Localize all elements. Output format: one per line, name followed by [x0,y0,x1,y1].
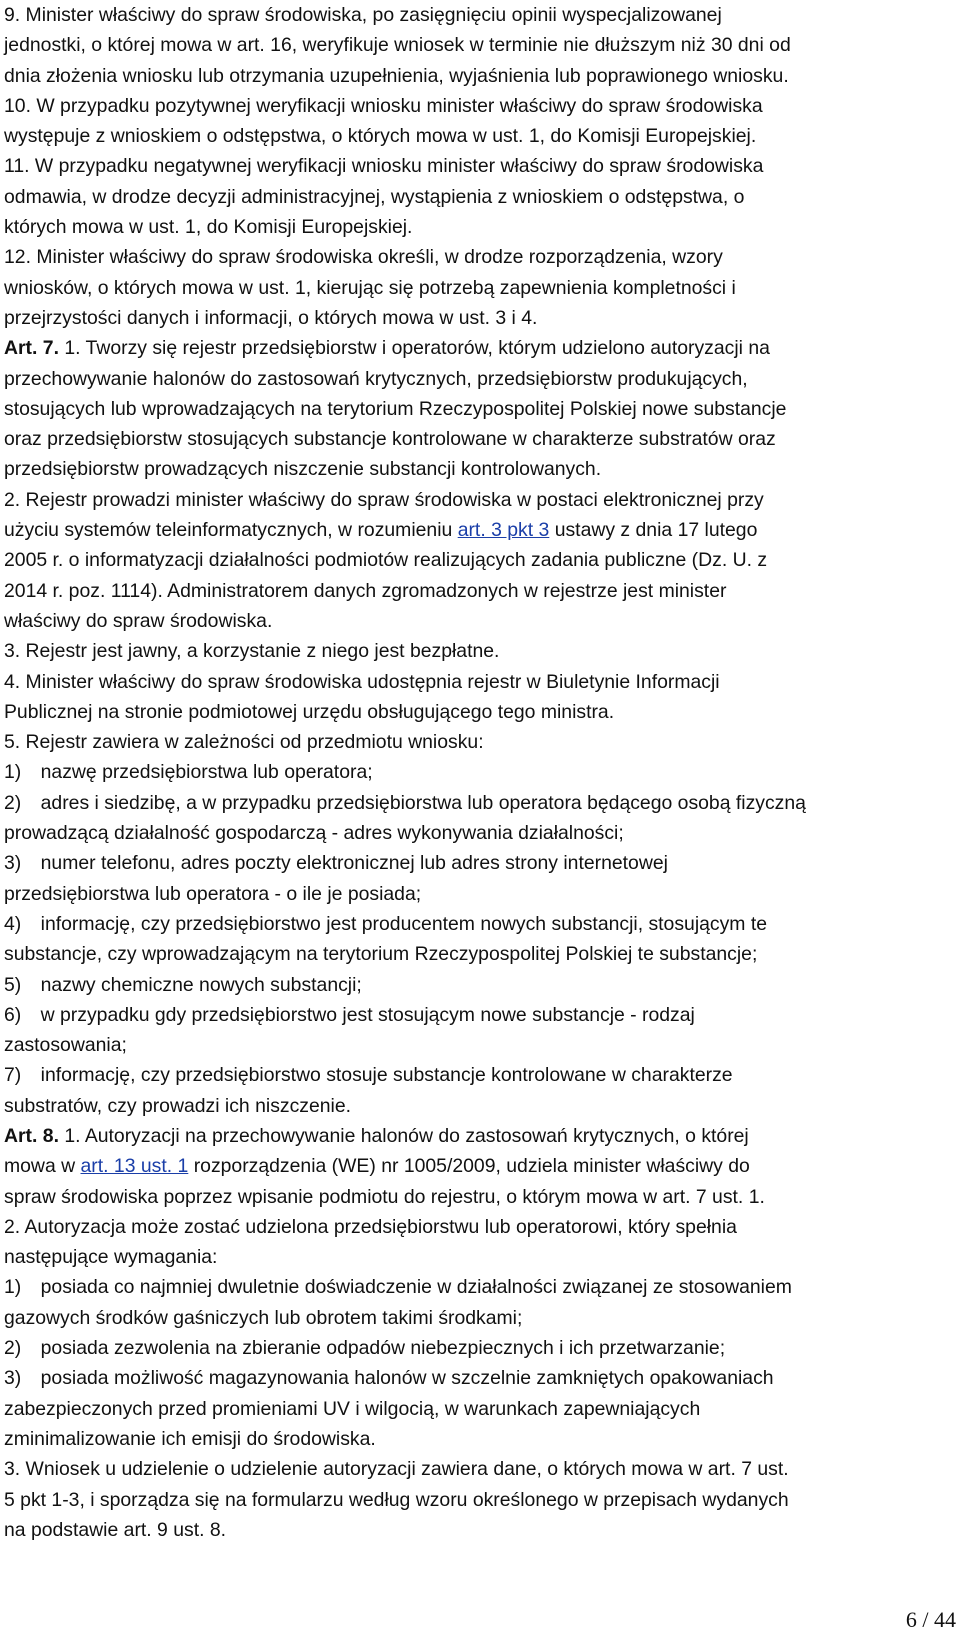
text-line: 11. W przypadku negatywnej weryfikacji wniosku minister właściwy do spraw środowiska [4,155,764,178]
text-line: występuje z wnioskiem o odstępstwa, o których mowa w ust. 1, do Komisji Europejskiej. [4,125,757,148]
text-line: odmawia, w drodze decyzji administracyjnej, wystąpienia z wnioskiem o odstępstwa, o [4,185,745,208]
paragraph [4,636,954,666]
text-line: zminimalizowanie ich emisji do środowiska. [4,1427,376,1450]
text-line: przedsiębiorstwa lub operatora - o ile je posiada; [4,882,422,905]
text-line: przechowywanie halonów do zastosowań krytycznych, przedsiębiorstw produkujących, [4,367,748,390]
text-line: właściwy do spraw środowiska. [4,609,273,632]
text-line: 9. Minister właściwy do spraw środowiska, po zasięgnięciu opinii wyspecjalizowanej [4,4,722,26]
text-segment: 1. Autoryzacji na przechowywanie halonów do zastosowań krytycznych, o której [58,1124,749,1147]
text-line: stosujących lub wprowadzających na terytorium Rzeczypospolitej Polskiej nowe substancje [4,397,787,420]
text-line: 6) w przypadku gdy przedsiębiorstwo jest stosującym nowe substancje - rodzaj [4,1003,695,1026]
text-line: oraz przedsiębiorstw stosujących substancje kontrolowane w charakterze substratów oraz [4,428,776,451]
text-line: na podstawie art. 9 ust. 8. [4,1518,227,1541]
article-label: Art. 8. [4,1124,59,1147]
text-line: 5. Rejestr zawiera w zależności od przedmiotu wniosku: [4,731,484,754]
text-line: 2) posiada zezwolenia na zbieranie odpadów niebezpiecznych i ich przetwarzanie; [4,1337,726,1360]
paragraph [4,1121,954,1212]
text-line: 5) nazwy chemiczne nowych substancji; [4,973,362,996]
paragraph [4,727,954,1121]
text-line: zabezpieczonych przed promieniami UV i wilgocią, w warunkach zapewniających [4,1397,701,1420]
text-line: 2) adres i siedzibę, a w przypadku przedsiębiorstwa lub operatora będącego osobą fizyczną [4,791,806,814]
article-line [4,1121,954,1151]
legal-reference-link[interactable]: art. 13 ust. 1 [80,1155,189,1178]
text-segment: użyciu systemów teleinformatycznych, w rozumieniu [4,519,458,542]
text-line: 3) posiada możliwość magazynowania halonów w szczelnie zamkniętych opakowaniach [4,1367,774,1390]
text-line: 7) informację, czy przedsiębiorstwo stosuje substancje kontrolowane w charakterze [4,1064,733,1087]
text-line: 3) numer telefonu, adres poczty elektronicznej lub adres strony internetowej [4,852,668,875]
text-line: 4) informację, czy przedsiębiorstwo jest producentem nowych substancji, stosującym te [4,912,768,935]
text-line: 1) nazwę przedsiębiorstwa lub operatora; [4,761,373,784]
text-line: 2005 r. o informatyzacji działalności podmiotów realizujących zadania publiczne (Dz. U. z [4,549,768,572]
paragraph [4,151,954,242]
paragraph [4,0,954,91]
text-line: substancje, czy wprowadzającym na terytorium Rzeczypospolitej Polskiej te substancje; [4,943,758,966]
text-line: jednostki, o której mowa w art. 16, weryfikuje wniosek w terminie nie dłuższym niż 30 dni od [4,34,791,57]
text-segment: ustawy z dnia 17 lutego [549,519,758,542]
legal-reference-link[interactable]: art. 3 pkt 3 [457,519,550,542]
article-line [4,333,954,363]
text-line: przedsiębiorstw prowadzących niszczenie substancji kontrolowanych. [4,458,602,481]
paragraph [4,333,954,484]
text-line: 2. Autoryzacja może zostać udzielona przedsiębiorstwu lub operatorowi, który spełnia [4,1215,737,1238]
paragraph [4,515,954,636]
text-line: zastosowania; [4,1034,127,1057]
text-line-with-link [4,515,954,545]
text-line: 10. W przypadku pozytywnej weryfikacji wniosku minister właściwy do spraw środowiska [4,94,763,117]
text-line: przejrzystości danych i informacji, o których mowa w ust. 3 i 4. [4,306,538,329]
document-body [4,0,954,1545]
text-line: następujące wymagania: [4,1246,218,1269]
text-line: 4. Minister właściwy do spraw środowiska udostępnia rejestr w Biuletynie Informacji [4,670,720,693]
text-line: 12. Minister właściwy do spraw środowiska określi, w drodze rozporządzenia, wzory [4,246,723,269]
text-line: gazowych środków gaśniczych lub obrotem takimi środkami; [4,1306,523,1329]
text-segment: mowa w [4,1155,81,1178]
text-line-with-link [4,1151,954,1181]
text-line: 1) posiada co najmniej dwuletnie doświadczenie w działalności związanej ze stosowaniem [4,1276,792,1299]
page-number: 6 / 44 [905,1607,956,1632]
text-line: 2014 r. poz. 1114). Administratorem danych zgromadzonych w rejestrze jest minister [4,579,727,602]
text-line: prowadzącą działalność gospodarczą - adres wykonywania działalności; [4,822,624,845]
text-line: 2. Rejestr prowadzi minister właściwy do spraw środowiska w postaci elektronicznej przy [4,488,764,511]
paragraph [4,242,954,333]
text-line: 5 pkt 1-3, i sporządza się na formularzu według wzoru określonego w przepisach wydanych [4,1488,789,1511]
text-segment: 1. Tworzy się rejestr przedsiębiorstw i operatorów, którym udzielono autoryzacji na [58,337,770,360]
article-label: Art. 7. [4,337,59,360]
text-line: 3. Rejestr jest jawny, a korzystanie z niego jest bezpłatne. [4,640,500,663]
paragraph [4,1212,954,1454]
text-line: Publicznej na stronie podmiotowej urzędu obsługującego tego ministra. [4,700,615,723]
paragraph [4,485,954,515]
text-segment: rozporządzenia (WE) nr 1005/2009, udziela minister właściwy do [188,1155,750,1178]
text-line: dnia złożenia wniosku lub otrzymania uzupełnienia, wyjaśnienia lub poprawionego wniosku. [4,64,789,87]
text-line: 3. Wniosek u udzielenie o udzielenie autoryzacji zawiera dane, o których mowa w art. 7 ust. [4,1458,789,1481]
text-line: których mowa w ust. 1, do Komisji Europejskiej. [4,216,413,239]
text-line: substratów, czy prowadzi ich niszczenie. [4,1094,352,1117]
paragraph [4,1454,954,1545]
paragraph [4,91,954,152]
paragraph [4,667,954,728]
text-line: spraw środowiska poprzez wpisanie podmiotu do rejestru, o którym mowa w art. 7 ust. 1. [4,1185,765,1208]
text-line: wniosków, o których mowa w ust. 1, kierując się potrzebą zapewnienia kompletności i [4,276,736,299]
